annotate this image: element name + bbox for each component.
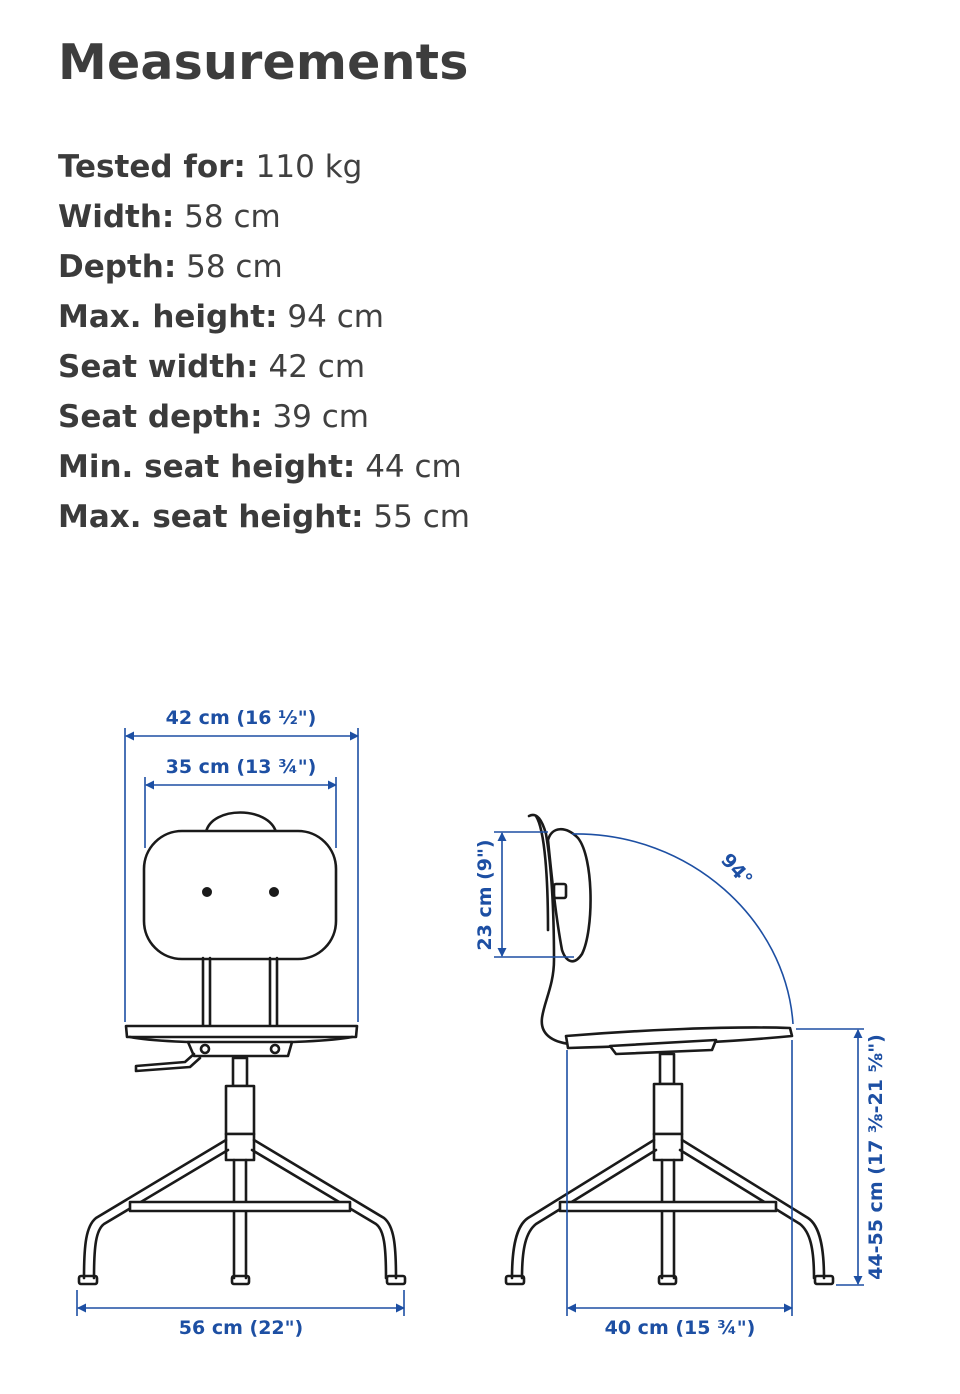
chair-dimension-diagram — [0, 620, 960, 1394]
front-seat — [126, 1026, 357, 1037]
spec-label: Depth: — [58, 249, 177, 285]
side-foot-ring — [560, 1202, 776, 1211]
base-depth-label: 40 cm (15 ¾") — [604, 1317, 756, 1339]
front-view — [79, 813, 405, 1285]
spec-value: 44 cm — [365, 449, 462, 485]
spec-value: 42 cm — [268, 349, 366, 385]
specs-list — [58, 145, 470, 545]
spec-value: 55 cm — [373, 499, 470, 535]
spec-depth — [58, 245, 470, 295]
spec-label: Min. seat height: — [58, 449, 356, 485]
spec-value: 58 cm — [186, 249, 283, 285]
front-lever — [136, 1054, 200, 1071]
front-backrest-hole-right — [269, 887, 279, 897]
front-leg-left-in — [94, 1150, 228, 1278]
side-column-hub — [654, 1134, 682, 1160]
spec-value: 58 cm — [184, 199, 281, 235]
spec-tested-for — [58, 145, 470, 195]
front-backrest — [144, 831, 336, 959]
front-backrest-hole-left — [202, 887, 212, 897]
spec-label: Seat depth: — [58, 399, 263, 435]
front-glide-left — [79, 1276, 97, 1284]
front-column-hub — [226, 1134, 254, 1160]
spec-seat-depth — [58, 395, 470, 445]
spec-min-seat-height — [58, 445, 470, 495]
front-column — [226, 1086, 254, 1134]
front-headrest — [206, 813, 276, 833]
front-column-top — [233, 1058, 247, 1086]
spec-value: 110 kg — [255, 149, 363, 185]
spec-label: Tested for: — [58, 149, 246, 185]
spec-label: Width: — [58, 199, 175, 235]
front-dimensions — [77, 728, 404, 1316]
spec-label: Max. height: — [58, 299, 278, 335]
front-glide-right — [387, 1276, 405, 1284]
front-glide-center — [232, 1276, 249, 1284]
spec-max-seat-height — [58, 495, 470, 545]
recline-angle-arc — [572, 834, 793, 1024]
page-title: Measurements — [58, 34, 469, 91]
seat-height-label: 44-55 cm (17 ⅜-21 ⅝") — [865, 1034, 887, 1280]
back-width-label: 35 cm (13 ¾") — [165, 756, 317, 778]
front-leg-right-in — [252, 1150, 386, 1278]
spec-label: Max. seat height: — [58, 499, 364, 535]
side-glide-right — [815, 1276, 833, 1284]
spec-max-height — [58, 295, 470, 345]
spec-label: Seat width: — [58, 349, 259, 385]
base-width-label: 56 cm (22") — [178, 1317, 304, 1339]
side-glide-center — [659, 1276, 676, 1284]
back-height-label: 23 cm (9") — [474, 839, 496, 951]
side-glide-left — [506, 1276, 524, 1284]
spec-seat-width — [58, 345, 470, 395]
front-foot-ring — [130, 1202, 350, 1211]
side-dimensions — [494, 832, 864, 1316]
angle-label: 94° — [716, 849, 757, 891]
seat-width-label: 42 cm (16 ½") — [165, 707, 317, 729]
side-column — [654, 1084, 682, 1134]
side-leg-center — [662, 1160, 674, 1278]
spec-value: 39 cm — [272, 399, 369, 435]
side-view — [506, 815, 833, 1284]
side-leg-right-in — [680, 1150, 814, 1278]
side-column-top — [660, 1054, 674, 1084]
spec-width — [58, 195, 470, 245]
spec-value: 94 cm — [287, 299, 384, 335]
side-leg-left-in — [522, 1150, 656, 1278]
front-leg-center — [234, 1160, 246, 1278]
